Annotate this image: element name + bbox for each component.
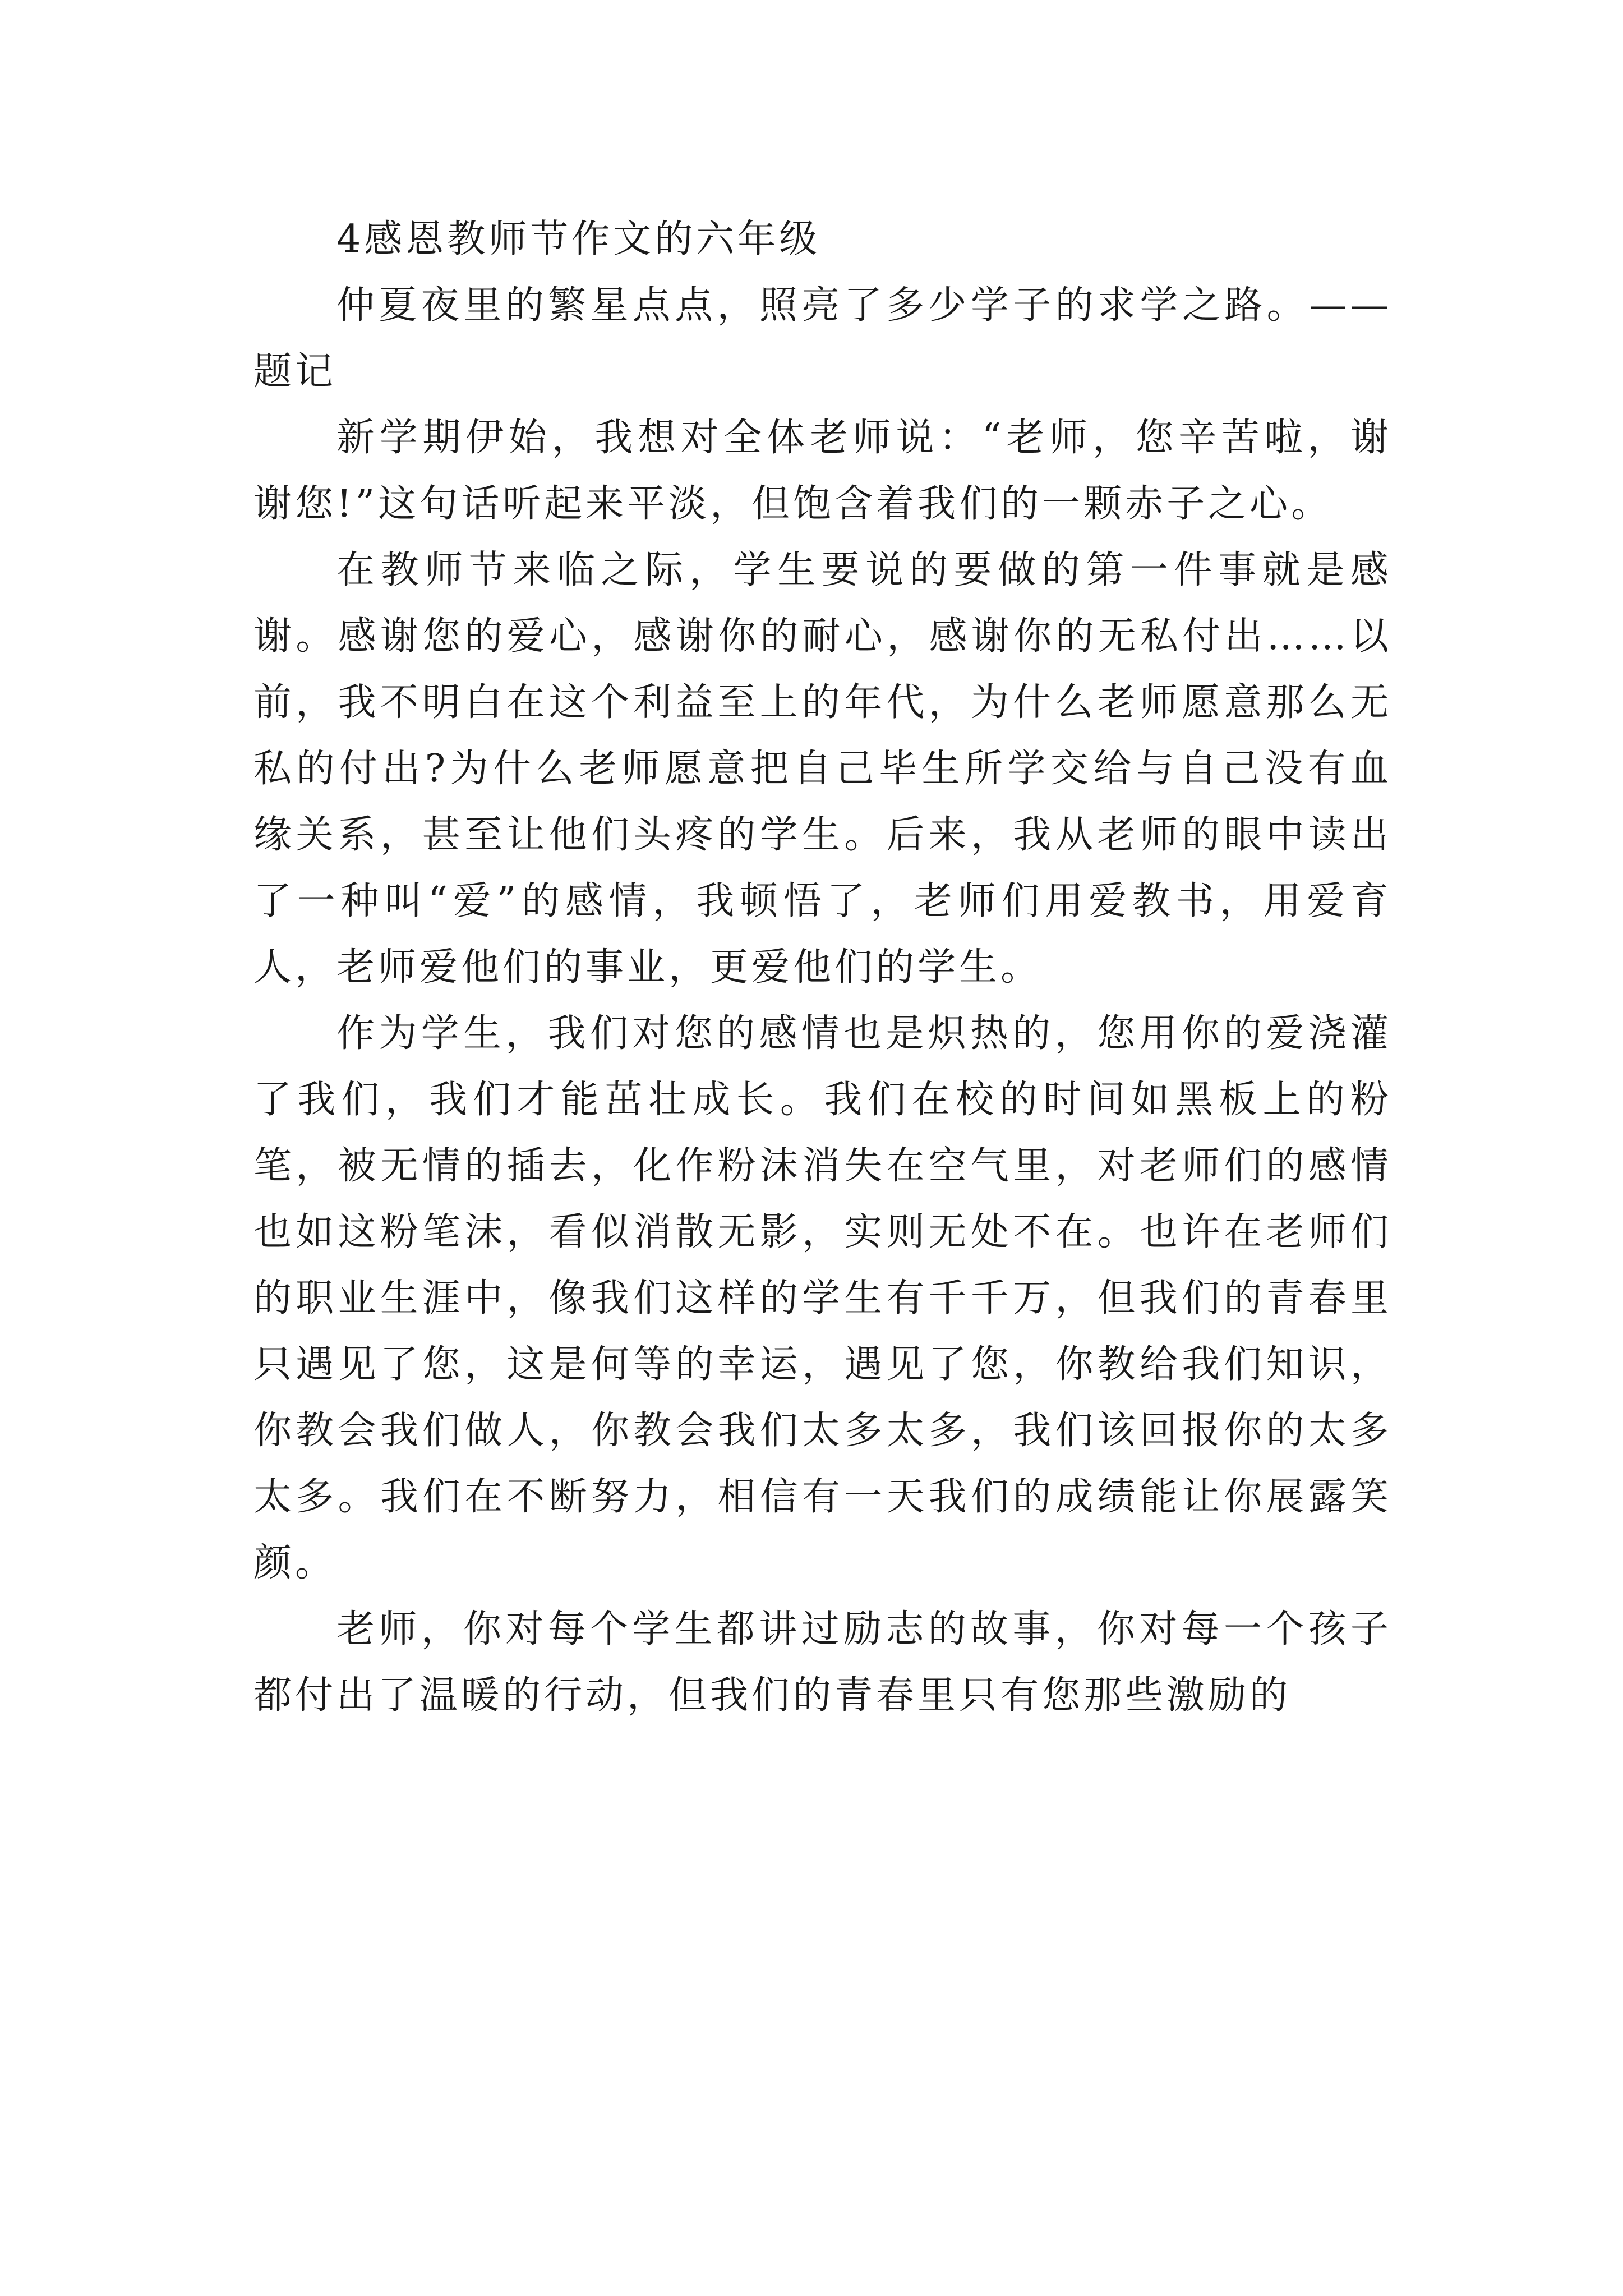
document-body	[253, 206, 1392, 1729]
paragraph-1: 新学期伊始，我想对全体老师说：“老师，您辛苦啦，谢谢您!”这句话听起来平淡，但饱含着我们的一颗赤子之心。	[253, 416, 1392, 526]
epigraph: 仲夏夜里的繁星点点，照亮了多少学子的求学之路。——题记	[253, 283, 1392, 394]
paragraph-4: 老师，你对每个学生都讲过励志的故事，你对每一个孩子都付出了温暖的行动，但我们的青春里只有您那些激励的	[253, 1607, 1392, 1718]
paragraph-3: 作为学生，我们对您的感情也是炽热的，您用你的爱浇灌了我们，我们才能茁壮成长。我们在校的时间如黑板上的粉笔，被无情的插去，化作粉沫消失在空气里，对老师们的感情也如这粉笔沫，看似消散无影，实则无处不在。也许在老师们的职业生涯中，像我们这样的学生有千千万，但我们的青春里只遇见了您，这是何等的幸运，遇见了您，你教给我们知识，你教会我们做人，你教会我们太多太多，我们该回报你的太多太多。我们在不断努力，相信有一天我们的成绩能让你展露笑颜。	[253, 1011, 1392, 1585]
paragraph-2: 在教师节来临之际，学生要说的要做的第一件事就是感谢。感谢您的爱心，感谢你的耐心，感谢你的无私付出……以前，我不明白在这个利益至上的年代，为什么老师愿意那么无私的付出?为什么老师愿意把自己毕生所学交给与自己没有血缘关系，甚至让他们头疼的学生。后来，我从老师的眼中读出了一种叫“爱”的感情，我顿悟了，老师们用爱教书，用爱育人，老师爱他们的事业，更爱他们的学生。	[253, 548, 1392, 990]
document-title: 4感恩教师节作文的六年级	[336, 217, 821, 261]
